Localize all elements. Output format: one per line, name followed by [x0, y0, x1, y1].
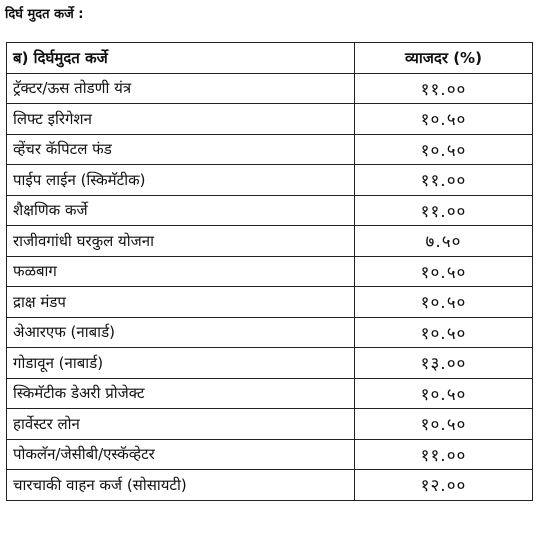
header-interest-rate: व्याजदर (%) — [355, 43, 533, 74]
page-heading: दिर्घ मुदत कर्जे : — [5, 7, 84, 22]
interest-rate-cell: १०.५० — [355, 287, 533, 318]
table-header-row — [7, 43, 533, 74]
interest-rate-cell: १०.५० — [355, 104, 533, 135]
table-row — [7, 409, 533, 440]
interest-rate-cell: ११.०० — [355, 439, 533, 470]
table-row — [7, 348, 533, 379]
table-row — [7, 439, 533, 470]
loan-type-cell: राजीवगांधी घरकुल योजना — [7, 226, 355, 257]
table-row — [7, 195, 533, 226]
interest-rate-cell: १०.५० — [355, 378, 533, 409]
interest-rate-cell: १०.५० — [355, 256, 533, 287]
interest-rate-cell: ७.५० — [355, 226, 533, 257]
loan-type-cell: पोकलॅन/जेसीबी/एस्कॅव्हेटर — [7, 439, 355, 470]
loan-type-cell: अेआरएफ (नाबार्ड) — [7, 317, 355, 348]
table-row — [7, 104, 533, 135]
loan-type-cell: चारचाकी वाहन कर्ज (सोसायटी) — [7, 470, 355, 501]
interest-rate-cell: १२.०० — [355, 470, 533, 501]
interest-rate-cell: १०.५० — [355, 134, 533, 165]
loan-type-cell: द्राक्ष मंडप — [7, 287, 355, 318]
interest-rate-cell: १३.०० — [355, 348, 533, 379]
loan-type-cell: स्किमॅटीक डेअरी प्रोजेक्ट — [7, 378, 355, 409]
table-row — [7, 134, 533, 165]
table-row — [7, 470, 533, 501]
loan-type-cell: पाईप लाईन (स्किमॅटीक) — [7, 165, 355, 196]
interest-rate-cell: ११.०० — [355, 195, 533, 226]
table-row — [7, 287, 533, 318]
loan-type-cell: फळबाग — [7, 256, 355, 287]
loan-type-cell: शैक्षणिक कर्जे — [7, 195, 355, 226]
interest-rate-cell: १०.५० — [355, 317, 533, 348]
table-row — [7, 165, 533, 196]
table-row — [7, 378, 533, 409]
loan-type-cell: हार्वेस्टर लोन — [7, 409, 355, 440]
loan-type-cell: लिफ्ट इरिगेशन — [7, 104, 355, 135]
interest-rate-cell: ११.०० — [355, 73, 533, 104]
loan-type-cell: व्हेंचर कॅपिटल फंड — [7, 134, 355, 165]
table-row — [7, 226, 533, 257]
interest-rate-cell: ११.०० — [355, 165, 533, 196]
table-row — [7, 317, 533, 348]
interest-rate-cell: १०.५० — [355, 409, 533, 440]
loan-type-cell: ट्रॅक्टर/ऊस तोडणी यंत्र — [7, 73, 355, 104]
table-row — [7, 73, 533, 104]
table-row — [7, 256, 533, 287]
loan-type-cell: गोडावून (नाबार्ड) — [7, 348, 355, 379]
loan-rate-table — [6, 42, 533, 501]
header-loan-type: ब) दिर्घमुदत कर्जे — [7, 43, 355, 74]
